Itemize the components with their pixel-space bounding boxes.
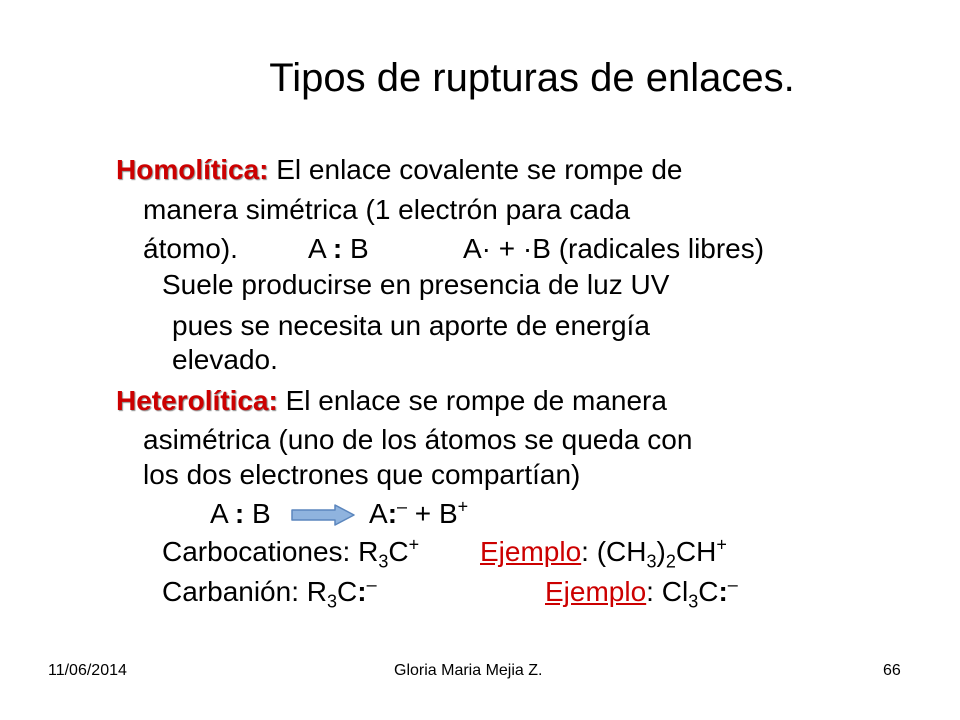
formula-part: (CH bbox=[596, 536, 647, 567]
footer-page-number: 66 bbox=[883, 662, 901, 679]
heterolitica-line-2: asimétrica (uno de los átomos se queda con bbox=[143, 424, 693, 455]
footer-author: Gloria Maria Mejia Z. bbox=[394, 662, 543, 679]
formula-part: CH bbox=[675, 536, 717, 567]
homolitica-line-5: pues se necesita un aporte de energía bbox=[172, 310, 650, 341]
heterolitica-equation-reactant bbox=[210, 500, 271, 528]
heterolitica-line-1 bbox=[116, 387, 667, 415]
formula-part: Cl bbox=[661, 576, 689, 607]
homolitica-equation-reactant bbox=[308, 235, 369, 263]
equation-b: B bbox=[252, 498, 271, 529]
carbocation-label: Carbocationes: R bbox=[162, 536, 379, 567]
example-colon: : bbox=[646, 576, 662, 607]
equation-bond-colon: : bbox=[332, 233, 343, 264]
heterolitica-text-1: El enlace se rompe de manera bbox=[277, 385, 667, 416]
homolitica-text-1: El enlace covalente se rompe de bbox=[268, 154, 683, 185]
heterolitica-term: Heterolítica: bbox=[116, 385, 278, 416]
carbocation-plus: + bbox=[408, 534, 420, 555]
product-b: + B bbox=[407, 498, 458, 529]
carbanion-minus: – bbox=[366, 574, 377, 595]
homolitica-text-3: átomo). bbox=[143, 233, 238, 264]
homolitica-line-1 bbox=[116, 156, 683, 184]
equation-b: B bbox=[350, 233, 369, 264]
footer-date: 11/06/2014 bbox=[48, 662, 127, 679]
homolitica-line-3 bbox=[143, 235, 238, 263]
carbanion-label: Carbanión: R bbox=[162, 576, 327, 607]
heterolitica-line-3: los dos electrones que compartían) bbox=[143, 459, 581, 490]
carbanion-colon: : bbox=[357, 576, 367, 607]
formula-part: C bbox=[698, 576, 719, 607]
carbocation-line bbox=[162, 534, 420, 572]
product-minus: – bbox=[397, 496, 408, 517]
formula-sub: 2 bbox=[665, 551, 676, 572]
arrow-shape bbox=[292, 505, 354, 525]
equation-bond-colon: : bbox=[234, 498, 245, 529]
homolitica-term: Homolítica: bbox=[116, 154, 269, 185]
carbocation-c: C bbox=[388, 536, 409, 567]
homolitica-line-6: elevado. bbox=[172, 344, 278, 375]
equation-a: A bbox=[210, 498, 228, 529]
formula-sub: 3 bbox=[646, 551, 657, 572]
example-colon: : bbox=[581, 536, 597, 567]
right-block-arrow-icon bbox=[291, 504, 355, 526]
carbanion-example bbox=[545, 574, 738, 612]
formula-colon: : bbox=[718, 576, 728, 607]
homolitica-line-4: Suele producirse en presencia de luz UV bbox=[162, 269, 670, 300]
heterolitica-equation-products bbox=[369, 496, 469, 529]
formula-plus: + bbox=[716, 534, 727, 555]
formula-minus: – bbox=[727, 574, 738, 595]
product-plus: + bbox=[457, 496, 469, 517]
homolitica-equation-products: A· + ·B (radicales libres) bbox=[463, 233, 765, 264]
carbanion-example-link[interactable]: Ejemplo bbox=[545, 576, 647, 607]
product-colon: : bbox=[387, 498, 398, 529]
formula-part: ) bbox=[656, 536, 666, 567]
carbocation-example bbox=[480, 534, 727, 572]
homolitica-line-2: manera simétrica (1 electrón para cada bbox=[143, 194, 631, 225]
formula-sub: 3 bbox=[688, 591, 699, 612]
carbanion-line bbox=[162, 574, 377, 612]
carbocation-sub: 3 bbox=[378, 551, 389, 572]
equation-a: A bbox=[308, 233, 326, 264]
slide-title: Tipos de rupturas de enlaces. bbox=[269, 56, 795, 100]
carbanion-sub: 3 bbox=[326, 591, 337, 612]
carbanion-c: C bbox=[337, 576, 358, 607]
product-a: A bbox=[369, 498, 388, 529]
carbocation-example-link[interactable]: Ejemplo bbox=[480, 536, 582, 567]
